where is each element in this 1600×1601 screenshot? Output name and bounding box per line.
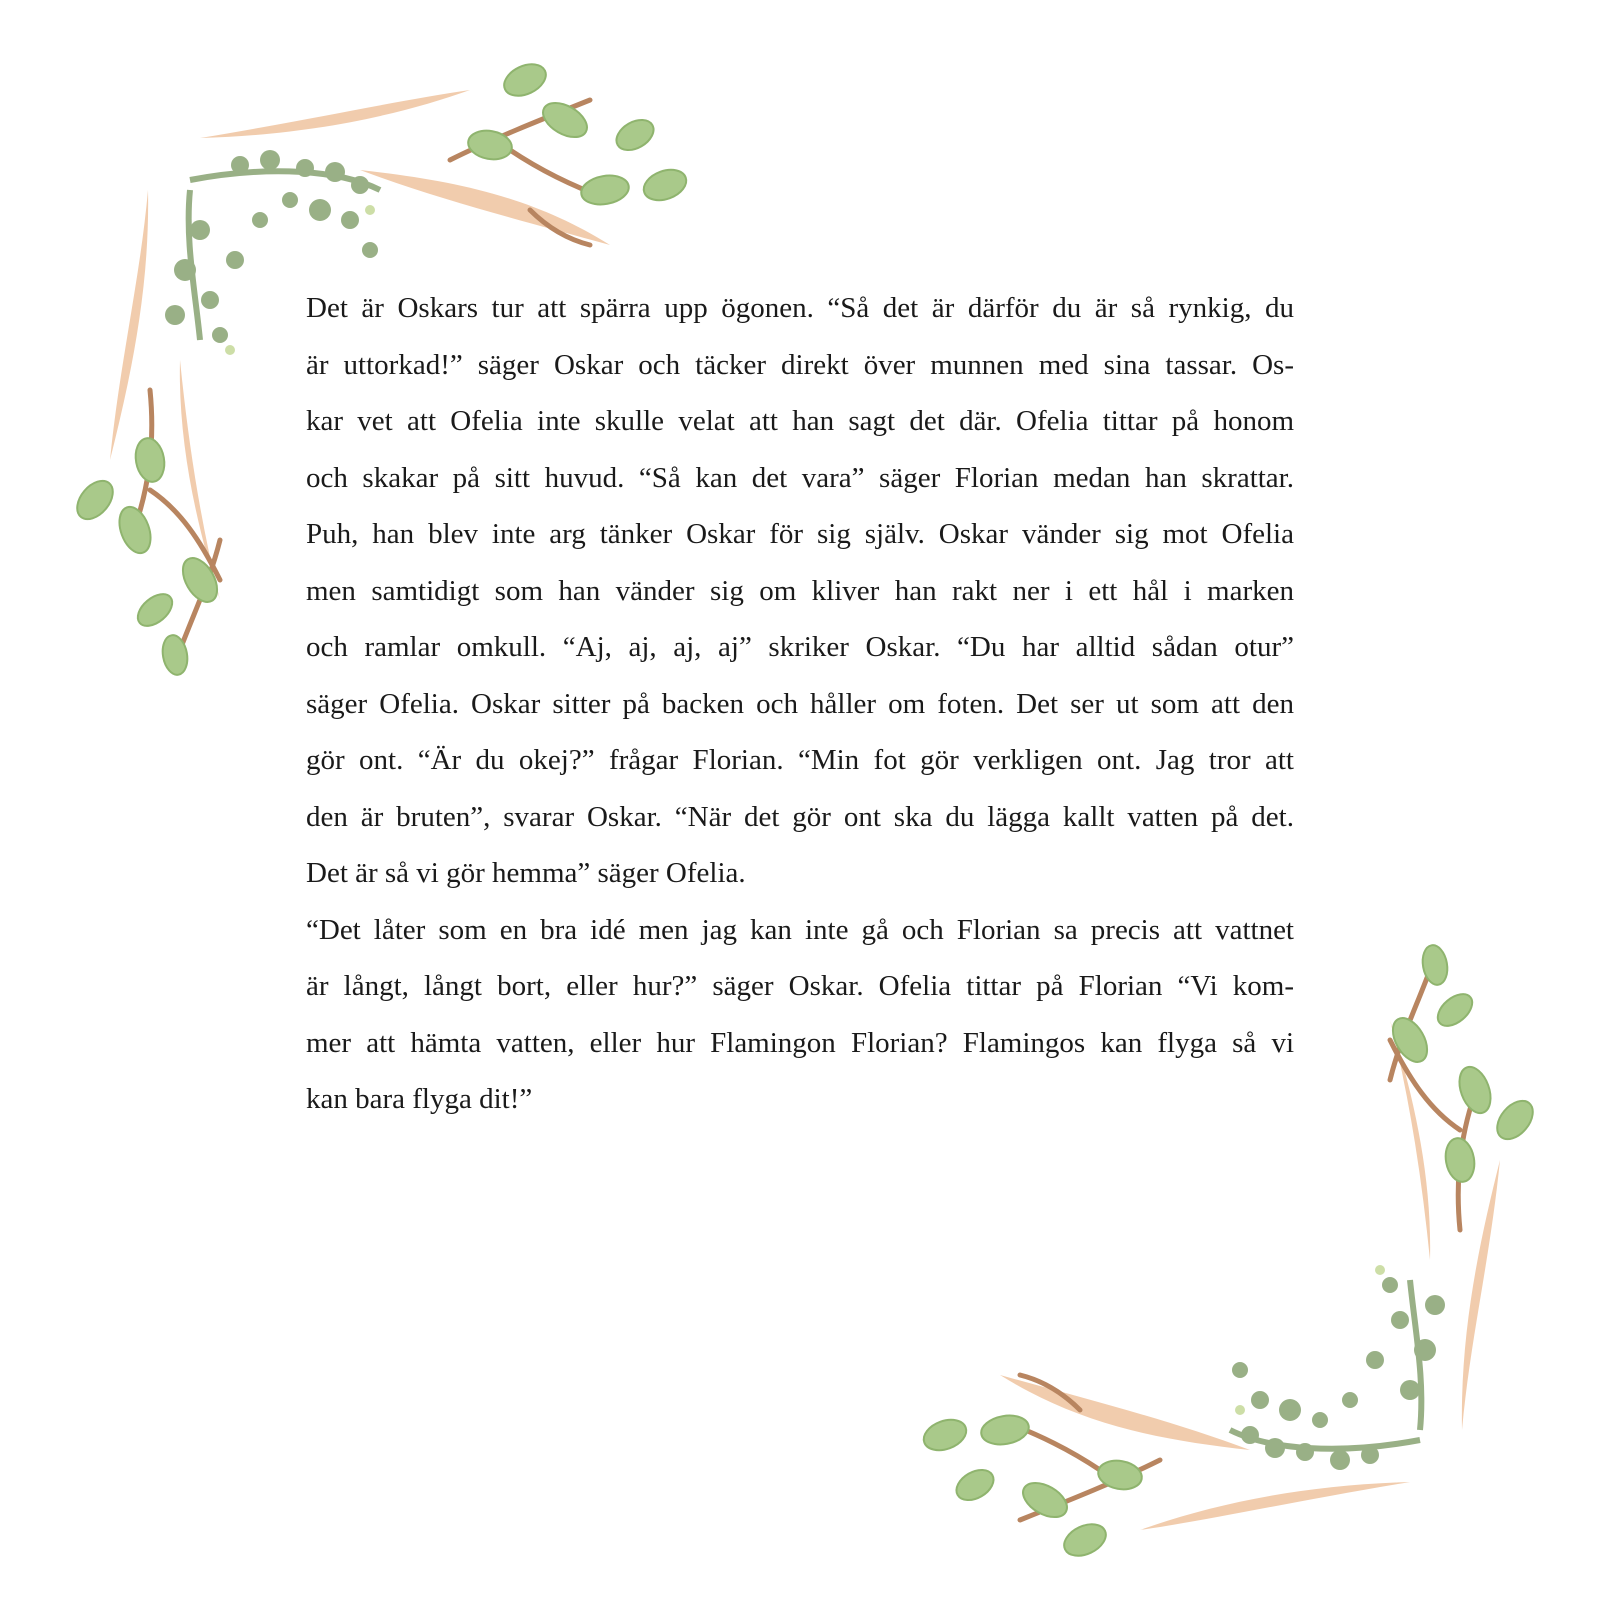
story-line: och skakar på sitt huvud. “Så kan det vara” säger Florian medan han skrattar. — [306, 461, 1294, 494]
story-line: mer att hämta vatten, eller hur Flamingon Florian? Flamingos kan flyga så vi — [306, 1026, 1294, 1059]
story-line: säger Ofelia. Oskar sitter på backen och håller om foten. Det ser ut som att den — [306, 687, 1294, 720]
story-line: och ramlar omkull. “Aj, aj, aj, aj” skriker Oskar. “Du har alltid sådan otur” — [306, 631, 1294, 663]
story-line: kan bara flyga dit!” — [306, 1083, 533, 1115]
botanical-corner-bottom-right — [880, 900, 1540, 1560]
story-line: “Det låter som en bra idé men jag kan inte gå och Florian sa precis att vattnet — [306, 913, 1294, 946]
story-line: Puh, han blev inte arg tänker Oskar för sig själv. Oskar vänder sig mot Ofelia — [306, 518, 1294, 550]
story-line: är långt, långt bort, eller hur?” säger Oskar. Ofelia tittar på Florian “Vi kom- — [306, 970, 1294, 1002]
story-line: Det är så vi gör hemma” säger Ofelia. — [306, 857, 746, 889]
moss-icon — [1230, 1265, 1445, 1470]
story-line: den är bruten”, svarar Oskar. “När det gör ont ska du lägga kallt vatten på det. — [306, 800, 1294, 833]
story-line: men samtidigt som han vänder sig om kliver han rakt ner i ett hål i marken — [306, 574, 1294, 607]
story-line: är uttorkad!” säger Oskar och täcker direkt över munnen med sina tassar. Os- — [306, 348, 1294, 381]
story-line: kar vet att Ofelia inte skulle velat att han sagt det där. Ofelia tittar på honom — [306, 405, 1294, 437]
story-line: Det är Oskars tur att spärra upp ögonen. “Så det är därför du är så rynkig, du — [306, 292, 1294, 324]
story-line: gör ont. “Är du okej?” frågar Florian. “Min fot gör verkligen ont. Jag tror att — [306, 744, 1294, 776]
leaf-icon — [920, 943, 1540, 1560]
